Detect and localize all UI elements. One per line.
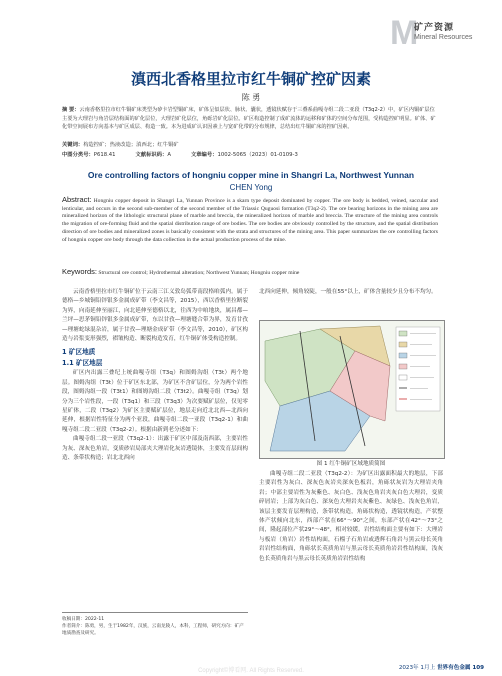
doc-label: 文献标识码： (135, 152, 168, 158)
keywords-cn (62, 140, 438, 148)
geology-map-figure (260, 321, 444, 458)
keywords-cn-text: 构造控矿；热液改造；滇西北；红牛铜矿 (83, 142, 179, 148)
legend-swatch-2 (399, 342, 407, 347)
english-title: Ore controlling factors of hongniu copper mine in Shangri La, Northwest Yunnan (87, 170, 415, 180)
doc-value: A (167, 152, 171, 158)
sub-member-2-paragraph: 曲嘎寺组二段二亚段（T3q2-2）：为矿区出露面积最大的地层，下部主要岩性为灰白、深灰色灰岩夹深灰色板岩，角砾状灰岩为大理岩夹角岩；中部主要岩性为灰紫色、灰白色、浅灰色角岩夹灰白色大理岩，变质碎屑岩；上部为灰白色、深灰色大理岩夹灰紫色、灰绿色、浅灰色角岩，该层主要发育层理构造，条带状构造，角砾状构造，透镜状构造，产状整体产状倾向北东，西部产状在66°～90°之间，东部产状在42°～73°之间，隆起部位产状29°～48°，相对较缓。岩性结构面主要有如下：大理岩与板岩（角岩）岩性结构面，石榴子石角岩或透辉石角岩与黑云母长英角岩岩性结构面，角砾状长英质角岩与黑云母长英质角岩岩性结构面，浅灰色长英质角岩与黑云母长英质角岩岩性结构 (259, 471, 443, 562)
legend-swatch-3 (399, 353, 407, 358)
abstract-cn-label: 摘 要： (62, 107, 80, 113)
footnote (62, 616, 248, 637)
right-column-bottom (259, 470, 443, 564)
classification-line (62, 150, 438, 158)
abstract-cn (62, 106, 438, 132)
english-abstract-text: Hongniu copper deposit in Shangri La, Yunnan Province is a skarn type deposit dominated by copper. The ore body is bedded, veined, saccular and lenticular, and occurs in the second sub-member of the second member of the Triassic Quguosi formation (T3q2-2). The ore bearing horizons in the mining area are mineralized horizon of the lithologic structural plane of marble and breccia, the mineralized horizon of marble and breccia. The structure of the mining area controls the migration of ore-forming fluid and the spatial distribution range of ore bodies. The ore bodies are obviously controlled by the structure, and the spatial distribution direction of ore bodies and mineralized zones is basically consistent with the strata and structures of the mining area. This paper summarizes the ore controlling factors of hongniu copper ore body through the data collection in the actual production process of the mine. (62, 198, 438, 243)
journal-logo (390, 14, 486, 50)
english-author: CHEN Yong (229, 183, 273, 192)
footer-date: 2023年 1月上 (398, 665, 436, 671)
english-abstract (62, 196, 438, 244)
footer-journal: 世界有色金属 (436, 665, 471, 671)
english-keywords-label: Keywords: (62, 267, 98, 276)
footnote-rule (62, 612, 248, 613)
english-keywords (62, 267, 438, 276)
article-title: 滇西北香格里拉市红牛铜矿控矿因素 (130, 70, 371, 88)
continued-paragraph: 北西向延伸，倾角较陡，一般在55°以上，矿体含量较少且分布不均匀。 (259, 289, 437, 295)
copyright-watermark: Copyright©博看网. All Rights Reserved. (198, 668, 304, 674)
figure-caption: 图 1 红牛铜矿区域地质简图 (316, 461, 386, 467)
article-no-label: 文章编号： (190, 152, 218, 158)
abstract-cn-text: 云南香格里拉市红牛铜矿床类型为矽卡岩型铜矿床，矿体呈似层状、脉状、囊状，透镜状赋存于三叠系曲嘎寺组二段二亚段（T3q2-2）中，矿区内铜矿层位主要为大理岩与角岩层结构面的矿化层位，大理岩矿化层位，角砾岩矿化层位。矿区构造控制了成矿流体的运移和矿体的空间分布范围，受构造控矿明显。矿体、矿化带空间展布方向基本与矿区成层、构造一致。本为进成矿认识因素上与宽矿化带的分布规律，总结出红牛铜矿床的控矿因素。 (62, 107, 436, 131)
english-abstract-label: Abstract: (62, 195, 92, 204)
logo-en: Mineral Resources (414, 34, 473, 41)
legend-swatch-4 (399, 364, 407, 369)
left-column (62, 288, 248, 464)
article-author: 陈 勇 (241, 93, 261, 102)
page-number: 109 (472, 665, 484, 671)
keywords-cn-label: 关键词： (62, 142, 84, 148)
clc-label: 中图分类号： (62, 152, 94, 158)
right-column-top (259, 288, 443, 297)
strata-paragraph: 矿区内出露三叠纪上统曲嘎寺组（T3q）和图姆沟组（T3t）两个地层。图姆沟组（T3t）位于矿区东北部，为矿区不含矿层位，分为两个岩性段，图姆沟组一段（T3t1）和图姆沟组二段（T3t2）。曲嘎寺组（T3q）划分为三个岩性段，一段（T3q1）和三段（T3q3）为次要赋矿层位，仅见零星矿体，二段（T3q2）为矿区主要赋矿层位，地层走向近北北西—北西向延伸，根据岩性特征分为两个亚段，曲嘎寺组二段一亚段（T3q2-1）和曲嘎寺组二段二亚段（T3q2-2）。根据由新到老分述如下： (62, 370, 248, 433)
clc-value: P618.41 (93, 152, 116, 158)
author-bio: 作者简介：陈勇，男，生于1982年，汉族，云南龙陵人，本科，工程师，研究方向：矿产地质勘查及研究。 (62, 624, 244, 636)
logo-m-glyph: M (390, 14, 419, 52)
article-no-value: 1002-5065（2023）01-0109-3 (217, 152, 298, 158)
legend-swatch-1 (399, 331, 407, 336)
section-heading-geology: 1 矿区地质 (62, 348, 96, 357)
subsection-heading-strata: 1.1 矿区地层 (62, 359, 103, 368)
received-date: 收稿日期：2022-11 (62, 617, 105, 622)
intro-paragraph: 云南香格里拉市红牛铜矿位于云南三江义敦岛弧带南段格咱弧内。属于德格—乡城铜铅锌银多金属成矿带（李文昌等，2015），西以香格里拉断裂为界，向南延伸至丽江，向北延伸至德格以北，往西为中咱地块，属昌都—兰坪—思茅铜铅锌银多金属成矿带，东以甘孜—理塘缝合带为界，发育甘孜—理塘蛇绿混杂岩，属于甘孜—理塘金成矿带（李文昌等，2010），矿区构造与岩浆变形强烈，褶皱构造、断裂构造发育，红牛铜矿体受构造控制。 (62, 289, 248, 343)
english-keywords-text: Structural ore control; Hydrothermal alteration; Northwest Yunnan; Hongniu copper mine (98, 270, 300, 276)
sub-member-1-paragraph: 曲嘎寺组二段一亚段（T3q2-1）：出露于矿区中部及南西部，主要岩性为灰、深灰色角岩，变质砂岩局部夹大理岩化灰岩透镜体，主要发育层间构造、条带状构造；岩北北西向 (62, 436, 248, 462)
logo-cn: 矿产资源 (414, 23, 455, 33)
regional-geology-map (259, 320, 445, 459)
legend-swatch-5 (399, 375, 407, 380)
